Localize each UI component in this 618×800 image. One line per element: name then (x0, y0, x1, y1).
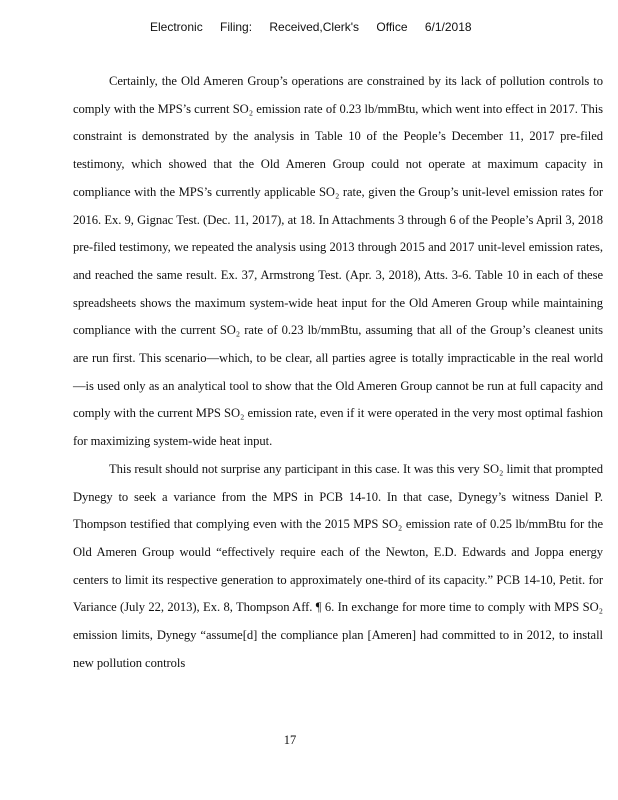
filing-stamp-header (150, 19, 510, 35)
paragraph-1: Certainly, the Old Ameren Group’s operations are constrained by its lack of pollution controls to comply with the MPS’s current SO₂ emission rate of 0.23 lb/mmBtu, which went into effect in 2017. This constraint is demonstrated by the analysis in Table 10 of the People’s December 11, 2017 pre-filed testimony, which showed that the Old Ameren Group could not operate at maximum capacity in compliance with the MPS’s currently applicable SO₂ rate, given the Group’s unit-level emission rates for 2016. Ex. 9, Gignac Test. (Dec. 11, 2017), at 18. In Attachments 3 through 6 of the People’s April 3, 2018 pre-filed testimony, we repeated the analysis using 2013 through 2015 and 2017 unit-level emission rates, and reached the same result. Ex. 37, Armstrong Test. (Apr. 3, 2018), Atts. 3-6. Table 10 in each of these spreadsheets shows the maximum system-wide heat input for the Old Ameren Group while maintaining compliance with the current SO₂ rate of 0.23 lb/mmBtu, assuming that all of the Group’s cleanest units are run first. This scenario—which, to be clear, all parties agree is totally impracticable in the real world—is used only as an analytical tool to show that the Old Ameren Group cannot be run at full capacity and comply with the current MPS SO₂ emission rate, even if it were operated in the very most optimal fashion for maximizing system-wide heat input. (73, 74, 603, 449)
header-filing: Filing: (220, 20, 253, 34)
header-office: Office (376, 20, 408, 34)
header-received-clerks: Received,Clerk's (269, 20, 360, 34)
paragraph-2: This result should not surprise any participant in this case. It was this very SO₂ limit that prompted Dynegy to seek a variance from the MPS in PCB 14-10. In that case, Dynegy’s witness Daniel P. Thompson testified that complying even with the 2015 MPS SO₂ emission rate of 0.25 lb/mmBtu for the Old Ameren Group would “effectively require each of the Newton, E.D. Edwards and Joppa energy centers to limit its respective generation to approximately one-third of its capacity.” PCB 14-10, Petit. for Variance (July 22, 2013), Ex. 8, Thompson Aff. ¶ 6. In exchange for more time to comply with MPS SO₂ emission limits, Dynegy “assume[d] the compliance plan [Ameren] had committed to in 2012, to install new pollution controls (73, 461, 603, 670)
page-number: 17 (283, 733, 297, 747)
header-electronic: Electronic (150, 20, 203, 34)
body-text (73, 68, 603, 677)
header-date: 6/1/2018 (424, 20, 472, 34)
